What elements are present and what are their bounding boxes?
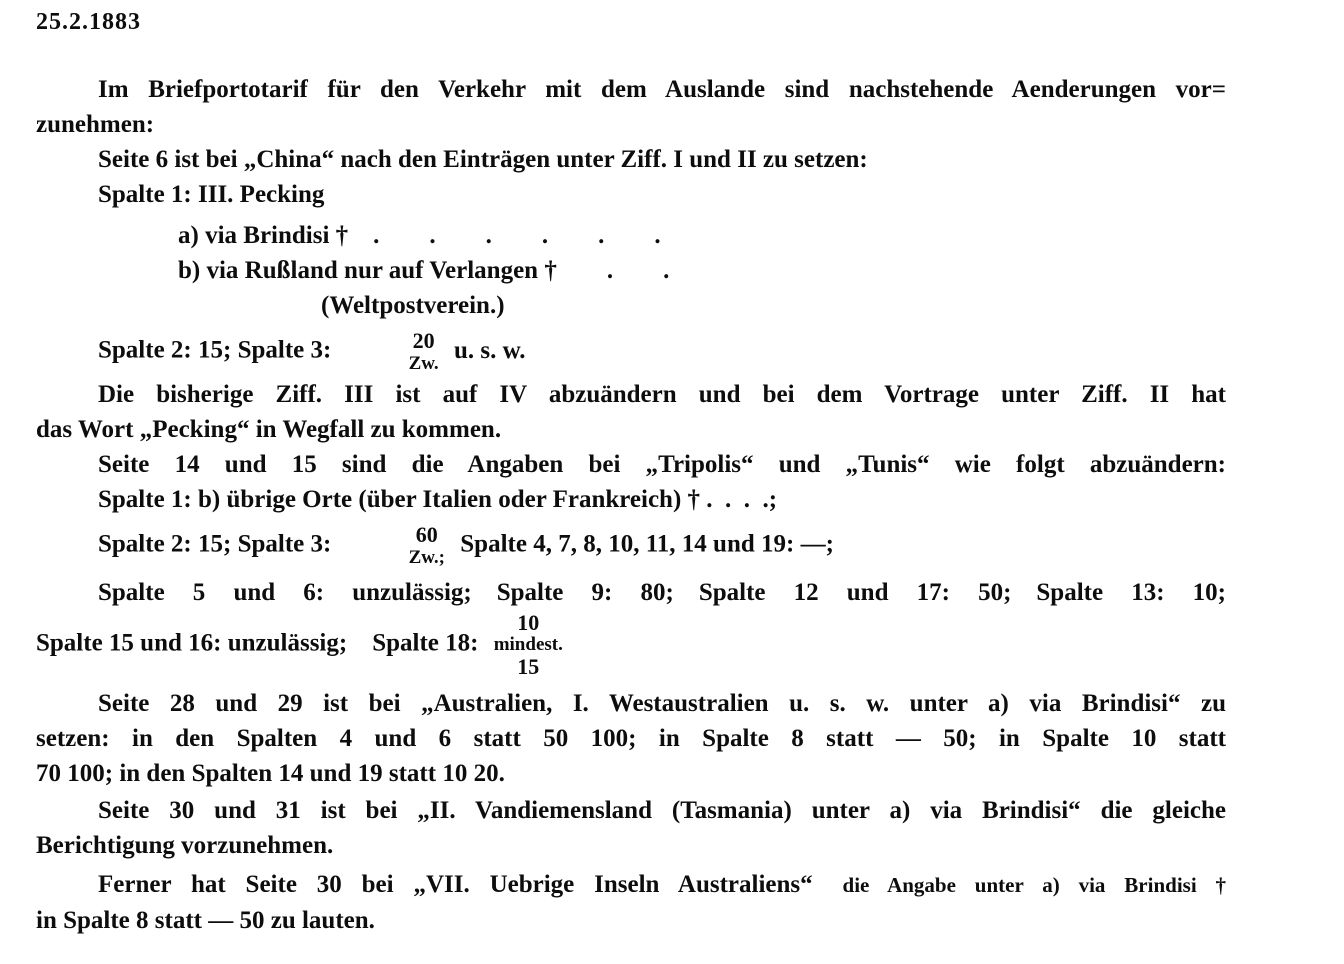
tripolis-columns-5-13-line: Spalte 5 und 6: unzulässig; Spalte 9: 80; Spalte 12 und 17: 50; Spalte 13: 10; xyxy=(98,579,1226,606)
ziff-note-line-1: Die bisherige Ziff. III ist auf IV abzuändern und bei dem Vortrage unter Ziff. II hat xyxy=(98,381,1226,408)
stack-top-value: 10 xyxy=(517,610,540,635)
leader-dots: . . . . . . xyxy=(348,222,661,249)
tariff-stack-10-mindest-15 xyxy=(491,612,566,678)
australien-line-1: Seite 28 und 29 ist bei „Australien, I. Westaustralien u. s. w. unter a) via Brindisi“ zu xyxy=(98,690,1226,717)
stack-top-value: 20 xyxy=(412,328,435,353)
stack-bottom-unit: Zw.; xyxy=(408,547,446,568)
ziff-note-line-2: das Wort „Pecking“ in Wegfall zu kommen. xyxy=(36,416,502,443)
vandiemensland-line-2: Berichtigung vorzunehmen. xyxy=(36,832,334,859)
australien-line-2: setzen: in den Spalten 4 und 6 statt 50 100; in Spalte 8 statt — 50; in Spalte 10 statt xyxy=(36,725,1226,752)
china-item-a-text: a) via Brindisi † xyxy=(178,222,349,249)
tripolis-column1-line: Spalte 1: b) übrige Orte (über Italien oder Frankreich) † . . . .; xyxy=(98,486,778,513)
china-column2-3-line xyxy=(36,329,1226,375)
stack-bottom-unit: Zw. xyxy=(408,353,439,374)
intro-line-1: Im Briefportotarif für den Verkehr mit dem Auslande sind nachstehende Aenderungen vor= xyxy=(98,76,1226,103)
china-item-b-text: b) via Rußland nur auf Verlangen † xyxy=(178,257,557,284)
ferner-line-1-main: Ferner hat Seite 30 bei „VII. Uebrige Inseln Australiens“ xyxy=(98,871,813,898)
ferner-line-1-small: die Angabe unter a) via Brindisi † xyxy=(842,873,1227,897)
tripolis-heading: Seite 14 und 15 sind die Angaben bei „Tripolis“ und „Tunis“ wie folgt abzuändern: xyxy=(98,451,1226,478)
china-heading: Seite 6 ist bei „China“ nach den Einträgen unter Ziff. I und II zu setzen: xyxy=(98,146,868,173)
date-heading: 25.2.1883 xyxy=(36,9,141,35)
ferner-line-1 xyxy=(36,867,1226,903)
china-item-b xyxy=(36,253,1226,288)
china-column1-line: Spalte 1: III. Pecking xyxy=(98,181,325,208)
tripolis-line4-prefix: Spalte 15 und 16: unzulässig; Spalte 18: xyxy=(36,629,479,657)
intro-line-2: zunehmen: xyxy=(36,111,155,138)
tripolis-column2-3-line xyxy=(36,523,1226,569)
tripolis-columns-15-18-line xyxy=(36,612,1226,678)
tripolis-col23-suffix: Spalte 4, 7, 8, 10, 11, 14 und 19: —; xyxy=(460,530,834,558)
stack-top-value: 60 xyxy=(415,522,438,547)
ferner-line-2: in Spalte 8 statt — 50 zu lauten. xyxy=(36,907,375,934)
china-col23-suffix: u. s. w. xyxy=(453,336,526,364)
stack-mid-label: mindest. xyxy=(493,634,563,655)
leader-dots: . . xyxy=(556,257,670,284)
tripolis-col23-prefix: Spalte 2: 15; Spalte 3: xyxy=(98,530,332,558)
china-col23-prefix: Spalte 2: 15; Spalte 3: xyxy=(98,336,332,364)
document-page xyxy=(36,8,1226,938)
tariff-stack-20-zw xyxy=(344,329,442,375)
stack-bottom-value: 15 xyxy=(517,654,540,679)
china-weltpostverein: (Weltpostverein.) xyxy=(321,292,505,319)
vandiemensland-line-1: Seite 30 und 31 ist bei „II. Vandiemensland (Tasmania) unter a) via Brindisi“ die gleiche xyxy=(98,797,1226,824)
tariff-stack-60-zw xyxy=(344,523,448,569)
australien-line-3: 70 100; in den Spalten 14 und 19 statt 10 20. xyxy=(36,760,505,787)
china-item-a xyxy=(36,218,1226,253)
